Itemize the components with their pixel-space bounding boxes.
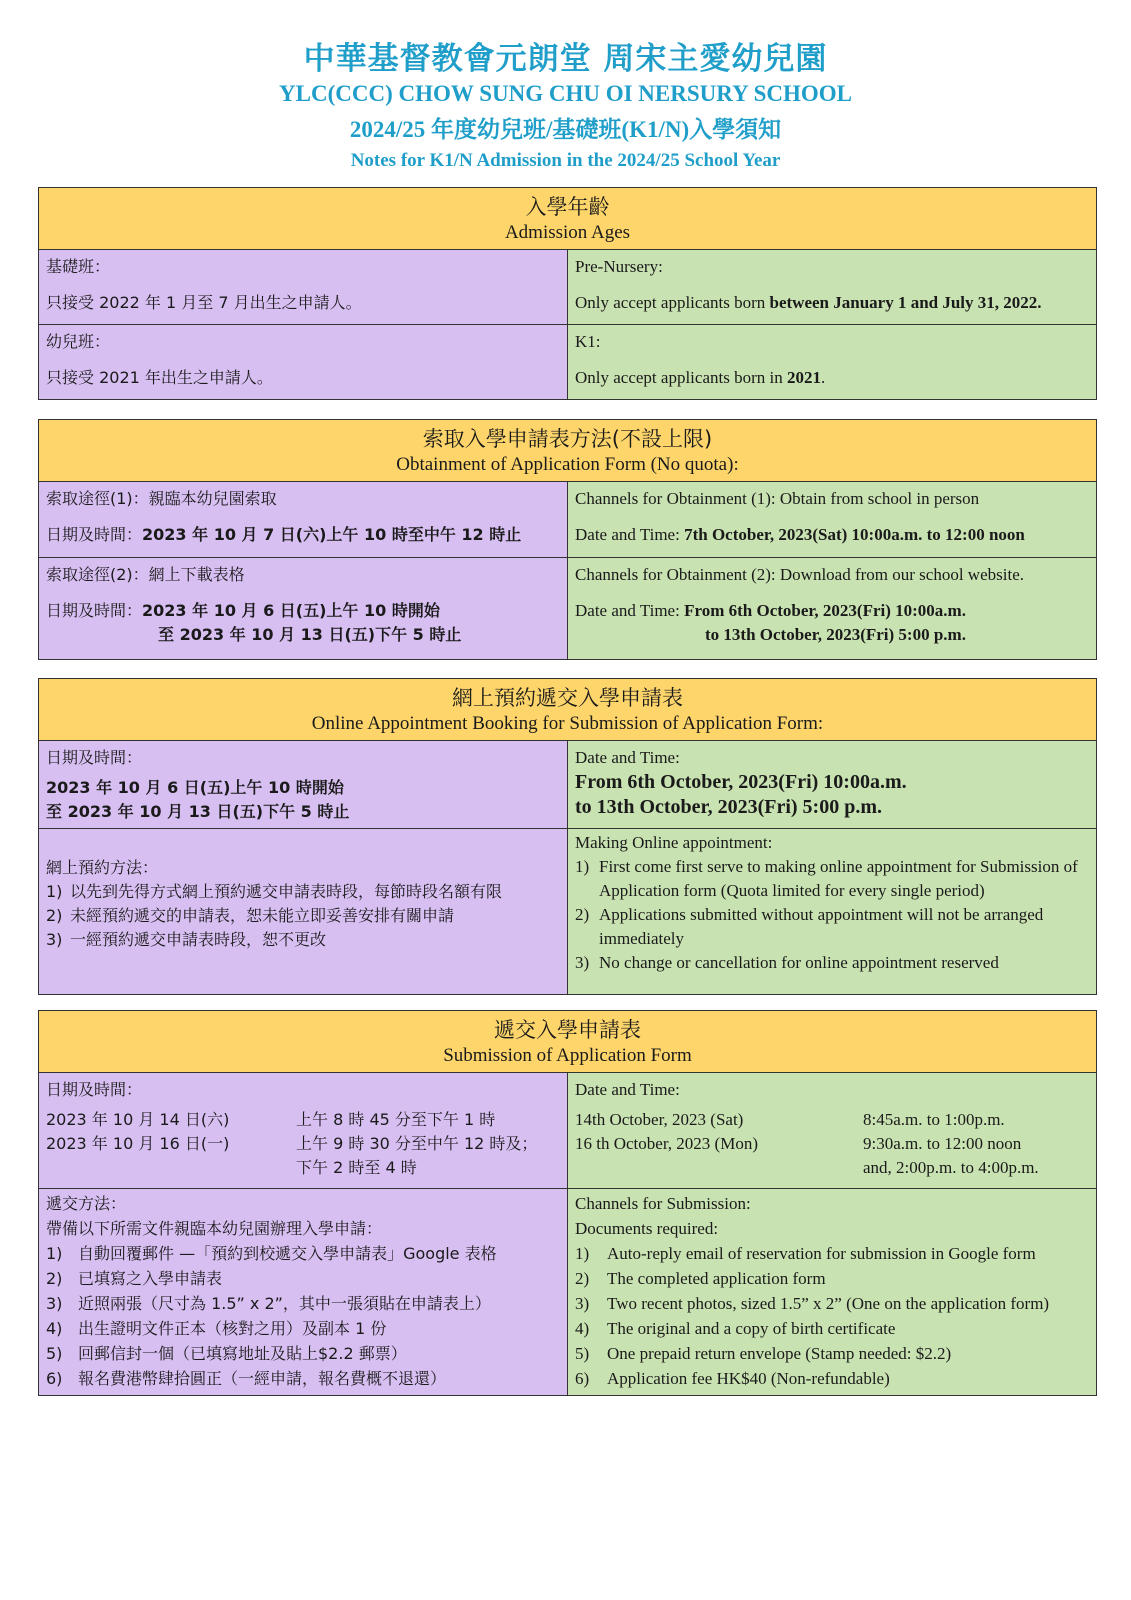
booking-date-end: to 13th October, 2023(Fri) 5:00 p.m. [575,796,882,818]
list-item-number: 1) [575,1244,590,1263]
notice-title-en: Notes for K1/N Admission in the 2024/25 School Year [350,150,781,171]
method-subtitle: 帶備以下所需文件親臨本幼兒園辦理入學申請： [46,1219,383,1238]
list-item-text: 以先到先得方式網上預約遞交申請表時段，每節時段名額有限 [70,882,503,901]
k1-text: 只接受 2021 年出生之申請人。 [46,368,273,387]
list-item [46,1241,560,1266]
list-item-text: No change or cancellation for online appointment reserved [599,953,999,972]
channel-2-text: Channels for Obtainment (2): Download from our school website. [575,565,1024,584]
k1-cell-zh [39,325,568,400]
list-item [575,1341,1089,1366]
submission-time-2b: and, 2:00p.m. to 4:00p.m. [863,1158,1039,1177]
list-item-text: 近照兩張（尺寸為 1.5” x 2”，其中一張須貼在申請表上） [78,1294,491,1313]
list-item [46,928,560,952]
school-name-zh: 中華基督教會元朗堂 周宋主愛幼兒園 [303,41,828,77]
submission-day-2: 2023 年 10 月 16 日(一) [46,1134,230,1153]
documents-list [575,1241,1089,1391]
list-item [575,903,1089,951]
pre-nursery-dates: between January 1 and July 31, 2022. [769,293,1042,312]
submission-time-1: 上午 8 時 45 分至下午 1 時 [296,1110,496,1129]
booking-method-cell-en [568,829,1097,995]
list-item [46,880,560,904]
obtainment-header [39,420,1097,482]
submission-table [38,1010,1097,1396]
date-label: 日期及時間： [46,1080,143,1099]
list-item-number: 1) [46,882,63,901]
obtainment-table [38,419,1097,660]
channel-1-text: Channels for Obtainment (1): Obtain from school in person [575,489,980,508]
list-item-text: 回郵信封一個（已填寫地址及貼上$2.2 郵票） [78,1344,407,1363]
section-heading-en: Online Appointment Booking for Submission of Application Form: [311,713,824,734]
list-item-text: 報名費港幣肆拾圓正（一經申請，報名費概不退還） [78,1369,447,1388]
list-item [575,1266,1089,1291]
list-item [575,1316,1089,1341]
pre-nursery-text: 只接受 2022 年 1 月至 7 月出生之申請人。 [46,293,362,312]
date-label: 日期及時間： [46,748,143,767]
method-subtitle: Documents required: [575,1219,719,1238]
documents-list [46,1241,560,1391]
channel-1-text: 索取途徑(1)：親臨本幼兒園索取 [46,489,277,508]
list-item-text: The original and a copy of birth certificate [607,1319,896,1338]
section-heading-en: Admission Ages [504,222,631,243]
channel-1-cell-zh [39,482,568,558]
pre-nursery-label: Pre-Nursery: [575,257,663,276]
list-item [46,1341,560,1366]
list-item [575,951,1089,975]
submission-day-1: 2023 年 10 月 14 日(六) [46,1110,230,1129]
channel-2-date-end: to 13th October, 2023(Fri) 5:00 p.m. [705,625,966,644]
list-item-number: 4) [46,1319,63,1338]
submission-time-2b: 下午 2 時至 4 時 [296,1158,417,1177]
k1-year: 2021 [786,368,821,387]
list-item-text: One prepaid return envelope (Stamp needed: $2.2) [607,1344,952,1363]
list-item-text: 一經預約遞交申請表時段，恕不更改 [70,930,327,949]
title-block [0,0,1131,174]
section-heading-zh: 遞交入學申請表 [494,1018,641,1042]
list-item-text: First come first serve to making online appointment for Submission of Application form (Quota limited for every single period) [599,857,1078,900]
list-item-number: 1) [575,857,590,876]
submission-method-cell-en [568,1189,1097,1396]
list-item [575,855,1089,903]
submission-time-2a: 上午 9 時 30 分至中午 12 時及； [296,1134,538,1153]
pre-nursery-cell-zh [39,250,568,325]
list-item [46,1316,560,1341]
date-label: Date and Time: [575,1080,680,1099]
submission-header [39,1011,1097,1073]
list-item [575,1291,1089,1316]
list-item-text: Auto-reply email of reservation for submission in Google form [607,1244,1036,1263]
list-item-number: 6) [575,1369,590,1388]
booking-date-start: From 6th October, 2023(Fri) 10:00a.m. [575,771,907,793]
section-heading-zh: 入學年齡 [525,195,610,219]
channel-2-date-start: 2023 年 10 月 6 日(五)上午 10 時開始 [142,601,440,620]
list-item-text: 出生證明文件正本（核對之用）及副本 1 份 [78,1319,387,1338]
list-item [46,1266,560,1291]
list-item-text: The completed application form [607,1269,826,1288]
list-item-number: 1) [46,1244,63,1263]
online-booking-table [38,678,1097,995]
booking-method-cell-zh [39,829,568,995]
school-name-en: YLC(CCC) CHOW SUNG CHU OI NERSURY SCHOOL [279,81,852,106]
online-booking-header [39,679,1097,741]
channel-2-cell-zh [39,558,568,660]
channel-1-date: 7th October, 2023(Sat) 10:00a.m. to 12:00 noon [684,525,1025,544]
list-item-text: Application fee HK$40 (Non-refundable) [607,1369,890,1388]
method-label: Channels for Submission: [575,1194,751,1213]
list-item [575,1366,1089,1391]
section-heading-en: Submission of Application Form [443,1045,692,1066]
list-item-text: Two recent photos, sized 1.5” x 2” (One on the application form) [607,1294,1050,1313]
date-label: Date and Time: [575,525,685,544]
list-item-number: 5) [46,1344,63,1363]
channel-2-date-start: From 6th October, 2023(Fri) 10:00a.m. [684,601,966,620]
method-label: 遞交方法： [46,1194,127,1213]
booking-date-end: 至 2023 年 10 月 13 日(五)下午 5 時止 [46,802,350,821]
list-item-number: 3) [46,930,63,949]
submission-day-2: 16 th October, 2023 (Mon) [575,1134,758,1153]
date-label: Date and Time: [575,601,685,620]
list-item-number: 5) [575,1344,590,1363]
pre-nursery-cell-en [568,250,1097,325]
method-label: Making Online appointment: [575,833,773,852]
k1-cell-en [568,325,1097,400]
channel-2-date-end: 至 2023 年 10 月 13 日(五)下午 5 時止 [158,625,462,644]
list-item-number: 2) [46,906,63,925]
channel-1-cell-en [568,482,1097,558]
date-label: 日期及時間： [46,525,143,544]
section-heading-zh: 索取入學申請表方法(不設上限) [422,427,713,451]
booking-date-cell-zh [39,741,568,829]
list-item-number: 2) [575,1269,590,1288]
list-item-number: 4) [575,1319,590,1338]
channel-2-text: 索取途徑(2)：網上下載表格 [46,565,245,584]
method-label: 網上預約方法： [46,858,159,877]
k1-label: K1: [575,332,601,351]
list-item-text: 已填寫之入學申請表 [78,1269,223,1288]
list-item-number: 2) [46,1269,63,1288]
list-item [46,1366,560,1391]
section-heading-en: Obtainment of Application Form (No quota): [396,454,739,475]
submission-method-cell-zh [39,1189,568,1396]
admission-ages-table [38,187,1097,400]
list-item-text: 未經預約遞交的申請表，恕未能立即妥善安排有關申請 [70,906,455,925]
pre-nursery-label: 基礎班： [46,257,111,276]
section-heading-zh: 網上預約遞交入學申請表 [452,686,683,710]
submission-day-1: 14th October, 2023 (Sat) [575,1110,744,1129]
submission-time-1: 8:45a.m. to 1:00p.m. [863,1110,1005,1129]
booking-method-list [46,880,560,952]
pre-nursery-text: Only accept applicants born [575,293,770,312]
list-item-number: 2) [575,905,590,924]
booking-date-start: 2023 年 10 月 6 日(五)上午 10 時開始 [46,778,344,797]
list-item-number: 3) [575,1294,590,1313]
submission-date-cell-zh [39,1073,568,1189]
k1-period: . [820,368,826,387]
channel-2-cell-en [568,558,1097,660]
admission-ages-header [39,188,1097,250]
list-item-number: 3) [575,953,590,972]
date-label: 日期及時間： [46,601,143,620]
notice-title-zh: 2024/25 年度幼兒班/基礎班(K1/N)入學須知 [349,117,782,142]
list-item [46,904,560,928]
list-item-text: 自動回覆郵件 —「預約到校遞交入學申請表」Google 表格 [78,1244,497,1263]
list-item-text: Applications submitted without appointment will not be arranged immediately [599,905,1044,948]
submission-time-2a: 9:30a.m. to 12:00 noon [863,1134,1022,1153]
submission-date-cell-en [568,1073,1097,1189]
channel-1-date: 2023 年 10 月 7 日(六)上午 10 時至中午 12 時止 [142,525,522,544]
booking-method-list [575,855,1089,975]
list-item [575,1241,1089,1266]
list-item [46,1291,560,1316]
k1-text: Only accept applicants born in [575,368,787,387]
list-item-number: 6) [46,1369,63,1388]
list-item-number: 3) [46,1294,63,1313]
date-label: Date and Time: [575,748,680,767]
booking-date-cell-en [568,741,1097,829]
k1-label: 幼兒班： [46,332,111,351]
